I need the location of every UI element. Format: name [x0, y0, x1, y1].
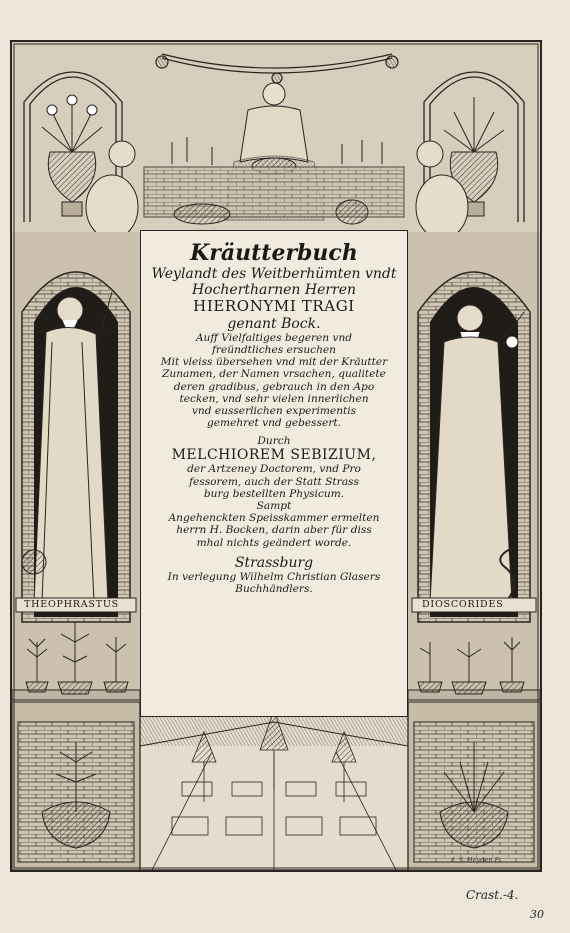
title-line: MELCHIOREM SEBIZIUM,	[171, 447, 377, 464]
handwritten-number: 30	[530, 908, 544, 921]
engraver-signature: I. S. Heyden F.	[452, 856, 501, 864]
title-line: genant Bock.	[227, 315, 321, 332]
title-line: Mit vleiss übersehen vnd mit der Kräutter	[160, 356, 388, 369]
title-line: In verlegung Wilhelm Christian Glasers	[167, 570, 381, 583]
left-cherub	[86, 175, 138, 239]
title-line: deren gradibus, gebrauch in den Apo	[173, 380, 375, 393]
title-line: der Artzeney Doctorem, vnd Pro	[187, 463, 361, 476]
right-cherub	[416, 175, 468, 239]
title-line: Angehenckten Speisskammer ermelten	[168, 512, 380, 525]
title-line: Durch	[257, 435, 291, 448]
title-line: Hochertharnen Herren	[191, 282, 357, 299]
handwritten-shelfmark: Crast.-4.	[466, 888, 519, 902]
title-line: Weylandt des Weitberhümten vndt	[151, 266, 397, 283]
title-line: Auff Vielfaltiges begeren vnd	[195, 331, 353, 344]
title-line: Sampt	[256, 499, 292, 512]
title-cartouche	[140, 230, 408, 717]
title-line: fessorem, auch der Statt Strass	[189, 475, 359, 488]
title-line: Strassburg	[234, 554, 314, 571]
title-line: Zunamen, der Namen vrsachen, qualitete	[162, 368, 386, 381]
title-line: burg bestellten Physicum.	[203, 487, 345, 500]
title-line: Buchhändlers.	[235, 582, 313, 595]
title-line: vnd eusserlichen experimentis	[191, 404, 357, 417]
title-line: mhal nichts geändert worde.	[196, 536, 352, 549]
title-line: herrn H. Bocken, darin aber für diss	[176, 524, 372, 537]
dioscorides-caption: DIOSCORIDES	[422, 599, 504, 610]
title-line: freündtliches ersuchen	[212, 344, 336, 356]
formal-garden-view	[140, 702, 408, 870]
engraved-frontispiece	[10, 40, 542, 872]
title-line: HIERONYMI TRAGI	[193, 298, 355, 316]
theophrastus-caption: THEOPHRASTUS	[24, 599, 119, 610]
title-line: tecken, vnd sehr vielen innerlichen	[179, 392, 369, 405]
title-line: Kräutterbuch	[190, 241, 358, 266]
title-line: gemehret vnd gebessert.	[206, 417, 342, 430]
